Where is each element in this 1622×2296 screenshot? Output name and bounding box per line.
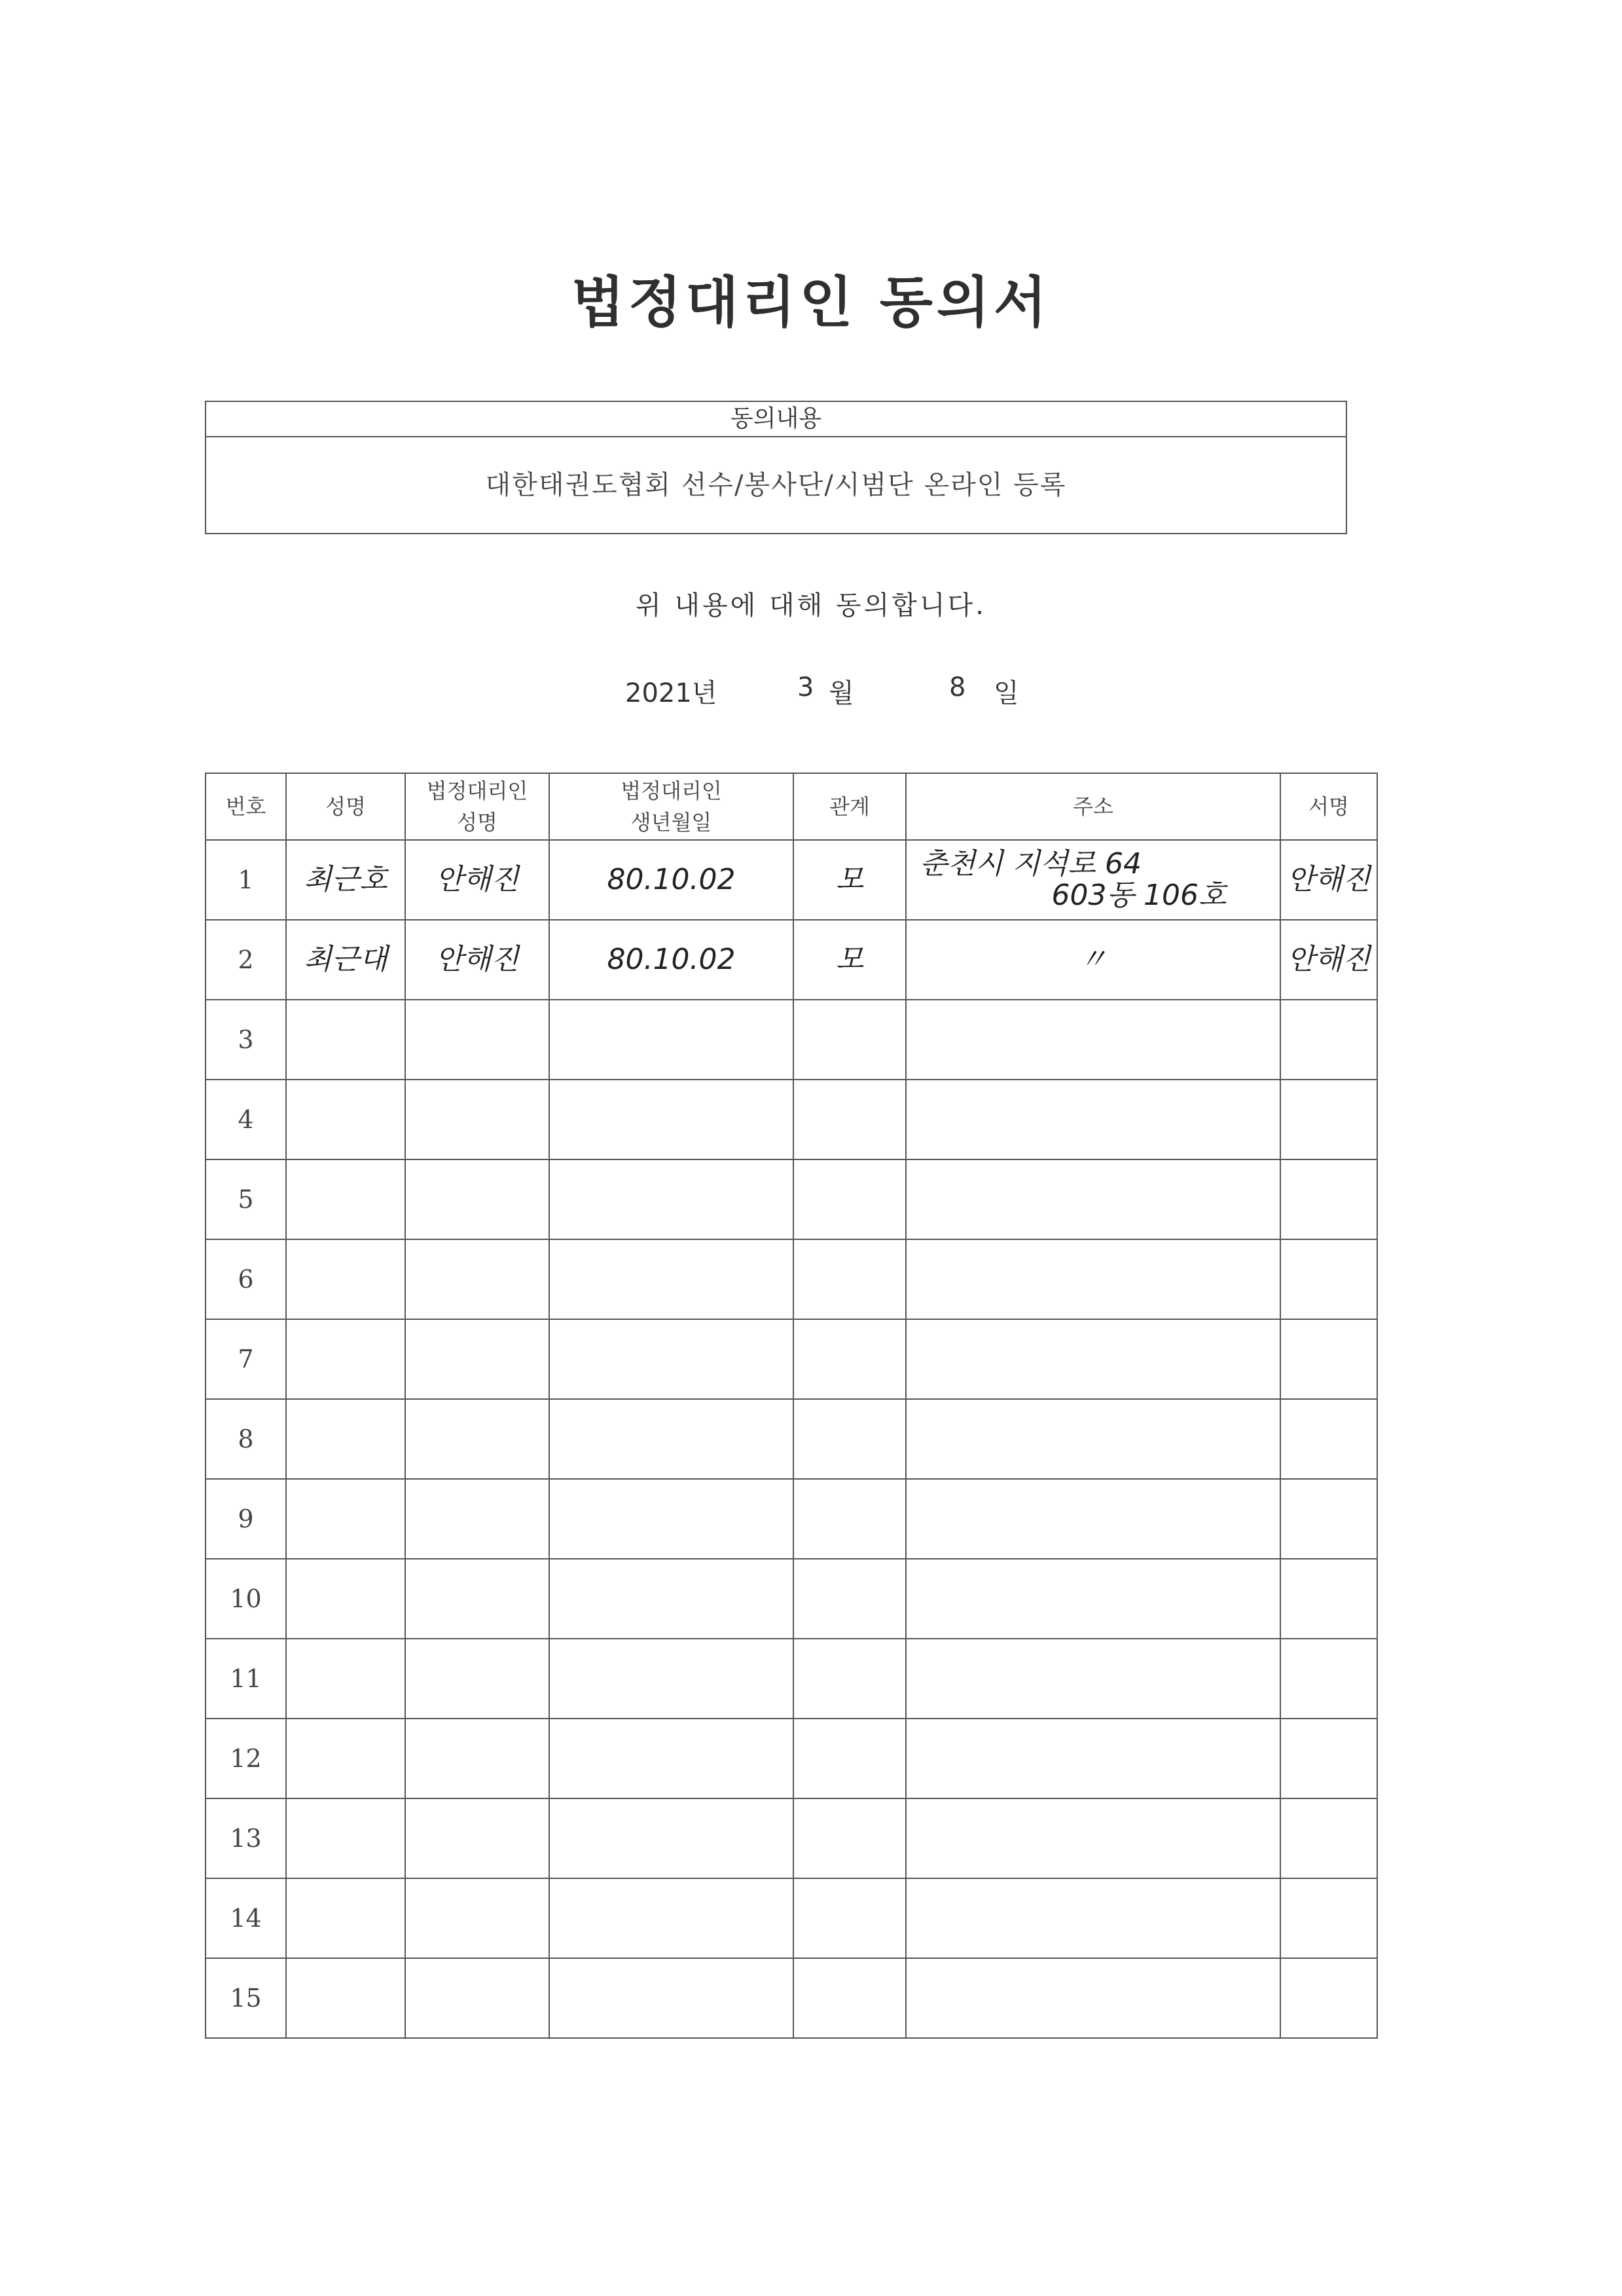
relation: 모 [793,840,906,920]
address [906,1639,1280,1719]
guardian-name: 안해진 [405,840,549,920]
header-guardian-dob-line2: 생년월일 [630,810,712,835]
participant-name [286,1080,405,1159]
header-guardian-name [405,773,549,840]
date-day-value: 8 [949,672,966,702]
table-row [206,1159,1377,1239]
header-signature: 서명 [1280,773,1377,840]
row-number: 8 [206,1399,286,1479]
table-row [206,1878,1377,1958]
address [906,1559,1280,1639]
guardian-name [405,1479,549,1559]
relation [793,1000,906,1080]
address [906,1159,1280,1239]
table-row [206,1239,1377,1319]
table-row [206,920,1377,1000]
participant-name [286,1159,405,1239]
guardian-dob [549,1958,793,2038]
document-title: 법정대리인 동의서 [571,270,1051,335]
row-number: 9 [206,1479,286,1559]
signature: 안해진 [1280,920,1377,1000]
signature [1280,1159,1377,1239]
relation [793,1878,906,1958]
header-relation: 관계 [793,773,906,840]
consent-content: 대한태권도협회 선수/봉사단/시범단 온라인 등록 [485,470,1067,500]
guardian-dob [549,1080,793,1159]
guardian-dob: 80.10.02 [549,840,793,920]
guardian-dob [549,1719,793,1798]
guardian-dob: 80.10.02 [549,920,793,1000]
guardian-name [405,1639,549,1719]
address [906,1878,1280,1958]
participant-name: 최근호 [286,840,405,920]
participant-name [286,1559,405,1639]
table-row [206,1958,1377,2038]
date-year: 2021년 [625,678,717,708]
guardian-dob [549,1399,793,1479]
header-guardian-name-line1: 법정대리인 [426,778,528,803]
table-header-row [206,773,1377,840]
guardian-dob [549,1878,793,1958]
guardian-dob [549,1000,793,1080]
participant-name [286,1878,405,1958]
guardian-name [405,1399,549,1479]
table-row [206,1399,1377,1479]
signature [1280,1080,1377,1159]
participant-name [286,1399,405,1479]
signature [1280,1719,1377,1798]
guardian-dob [549,1319,793,1399]
guardian-name [405,1000,549,1080]
guardian-name [405,1239,549,1319]
signature [1280,1639,1377,1719]
participant-name [286,1319,405,1399]
header-guardian-dob-line1: 법정대리인 [621,778,722,803]
guardian-dob [549,1559,793,1639]
address [906,1000,1280,1080]
guardian-dob [549,1798,793,1878]
participant-name [286,1639,405,1719]
row-number: 12 [206,1719,286,1798]
row-number: 11 [206,1639,286,1719]
signature [1280,1000,1377,1080]
address [906,1399,1280,1479]
address [906,1958,1280,2038]
relation [793,1958,906,2038]
signature [1280,1798,1377,1878]
guardian-name: 안해진 [405,920,549,1000]
signature [1280,1239,1377,1319]
row-number: 10 [206,1559,286,1639]
guardian-dob [549,1239,793,1319]
table-row [206,1080,1377,1159]
relation [793,1798,906,1878]
guardian-name [405,1719,549,1798]
table-row [206,840,1377,920]
relation [793,1319,906,1399]
header-guardian-dob [549,773,793,840]
signature [1280,1399,1377,1479]
row-number: 1 [206,840,286,920]
signature [1280,1958,1377,2038]
signature: 안해진 [1280,840,1377,920]
participant-name [286,1479,405,1559]
signature [1280,1559,1377,1639]
participant-name [286,1958,405,2038]
participant-name [286,1000,405,1080]
table-row [206,1000,1377,1080]
relation [793,1639,906,1719]
guardian-dob [549,1639,793,1719]
participant-name [286,1719,405,1798]
address [906,920,1280,1000]
date-month-unit: 월 [829,678,854,708]
guardian-name [405,1080,549,1159]
table-row [206,1639,1377,1719]
row-number: 6 [206,1239,286,1319]
row-number: 7 [206,1319,286,1399]
address [906,1479,1280,1559]
header-guardian-name-line2: 성명 [457,810,497,835]
relation [793,1719,906,1798]
signature [1280,1878,1377,1958]
row-number: 15 [206,1958,286,2038]
table-row [206,1798,1377,1878]
address [906,840,1280,920]
address [906,1080,1280,1159]
header-address: 주소 [906,773,1280,840]
address [906,1239,1280,1319]
consent-box [205,401,1347,534]
relation [793,1080,906,1159]
participant-name: 최근대 [286,920,405,1000]
guardian-name [405,1798,549,1878]
table-row [206,1719,1377,1798]
guardian-dob [549,1479,793,1559]
signature [1280,1479,1377,1559]
date-month-value: 3 [797,672,814,702]
relation [793,1559,906,1639]
row-number: 4 [206,1080,286,1159]
relation [793,1239,906,1319]
table-row [206,1319,1377,1399]
address [906,1319,1280,1399]
date-day-unit: 일 [994,678,1019,708]
table-row [206,1559,1377,1639]
agreement-statement: 위 내용에 대해 동의합니다. [636,591,986,621]
table-body [206,840,1377,2038]
guardian-name [405,1159,549,1239]
row-number: 14 [206,1878,286,1958]
guardian-name [405,1878,549,1958]
row-number: 3 [206,1000,286,1080]
guardian-table [205,773,1378,2039]
row-number: 5 [206,1159,286,1239]
address-line1: 춘천시 지석로 64 [920,847,1142,881]
row-number: 2 [206,920,286,1000]
relation [793,1399,906,1479]
header-name: 성명 [286,773,405,840]
guardian-dob [549,1159,793,1239]
address [906,1798,1280,1878]
relation: 모 [793,920,906,1000]
signature [1280,1319,1377,1399]
header-no: 번호 [206,773,286,840]
guardian-name [405,1319,549,1399]
relation [793,1159,906,1239]
participant-name [286,1239,405,1319]
relation [793,1479,906,1559]
address-line1: 〃 [1079,942,1108,976]
address-line2: 603동 106호 [1051,879,1227,912]
participant-name [286,1798,405,1878]
table-row [206,1479,1377,1559]
address [906,1719,1280,1798]
guardian-name [405,1559,549,1639]
row-number: 13 [206,1798,286,1878]
consent-heading: 동의내용 [206,402,1346,437]
guardian-name [405,1958,549,2038]
